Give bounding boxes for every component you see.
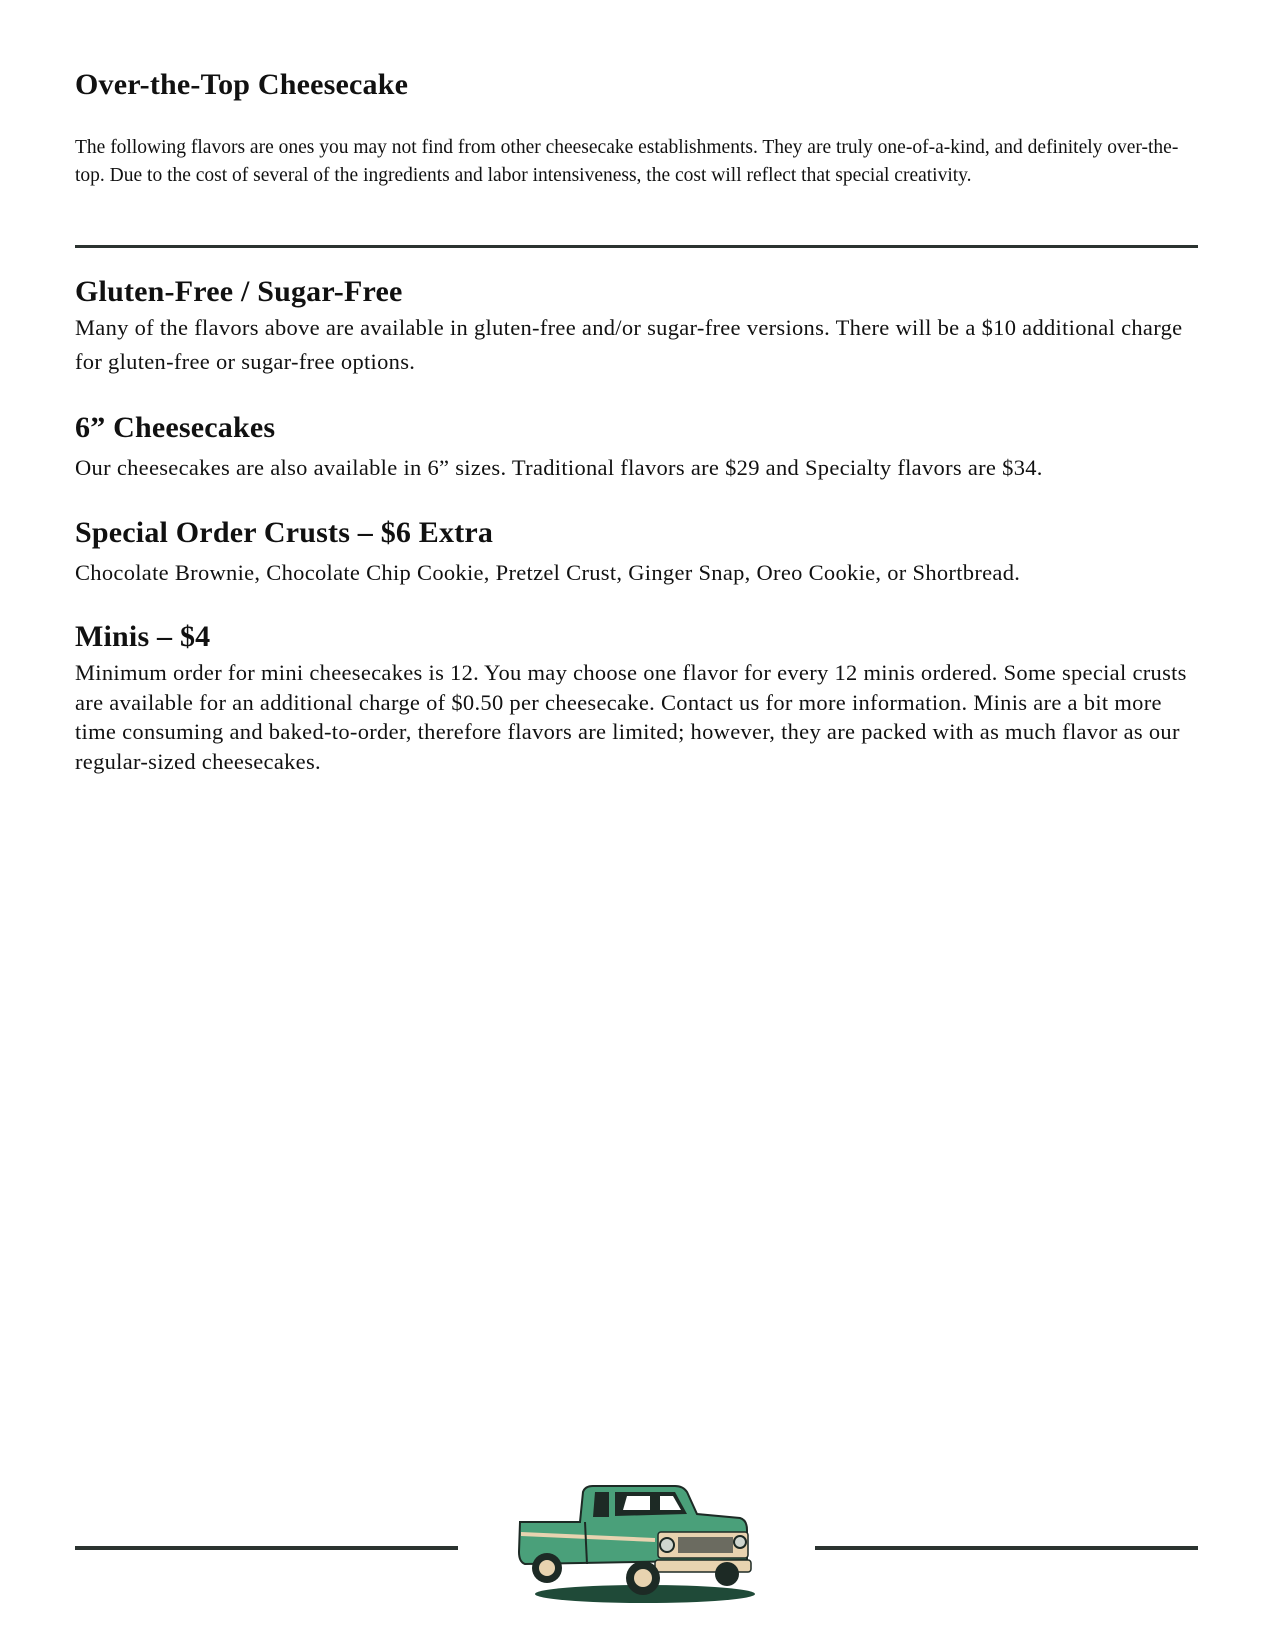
- footer-rule-right: [815, 1546, 1198, 1550]
- section-body-minis: Minimum order for mini cheesecakes is 12. You may choose one flavor for every 12 minis ordered. Some special crusts are available for an additional charge of $0.50 per cheesecake. Contact us for more information. Minis are a bit more time consuming and baked-to-order, therefore flavors are limited; however, they are packed with as much flavor as our regular-sized cheesecakes.: [75, 660, 1187, 774]
- pickup-truck-icon: [515, 1482, 760, 1608]
- divider: [75, 245, 1198, 248]
- section-body-6-inch: Our cheesecakes are also available in 6” sizes. Traditional flavors are $29 and Specialty flavors are $34.: [75, 455, 1043, 480]
- footer-rule-left: [75, 1546, 458, 1550]
- section-heading-over-the-top: Over-the-Top Cheesecake: [75, 68, 409, 101]
- section-body-special-crusts: Chocolate Brownie, Chocolate Chip Cookie, Pretzel Crust, Ginger Snap, Oreo Cookie, or Shortbread.: [75, 560, 1021, 585]
- section-body-over-the-top: The following flavors are ones you may not find from other cheesecake establishments. They are truly one-of-a-kind, and definitely over-the-top. Due to the cost of several of the ingredients and labor intensiveness, the cost will reflect that special creativity.: [75, 137, 1179, 186]
- section-body-gluten-free: Many of the flavors above are available in gluten-free and/or sugar-free versions. There will be a $10 additional charge for gluten-free or sugar-free options.: [75, 315, 1183, 374]
- section-heading-minis: Minis – $4: [75, 620, 211, 653]
- section-heading-special-crusts: Special Order Crusts – $6 Extra: [75, 516, 494, 549]
- section-heading-6-inch: 6” Cheesecakes: [75, 411, 276, 444]
- section-heading-gluten-free: Gluten-Free / Sugar-Free: [75, 275, 403, 308]
